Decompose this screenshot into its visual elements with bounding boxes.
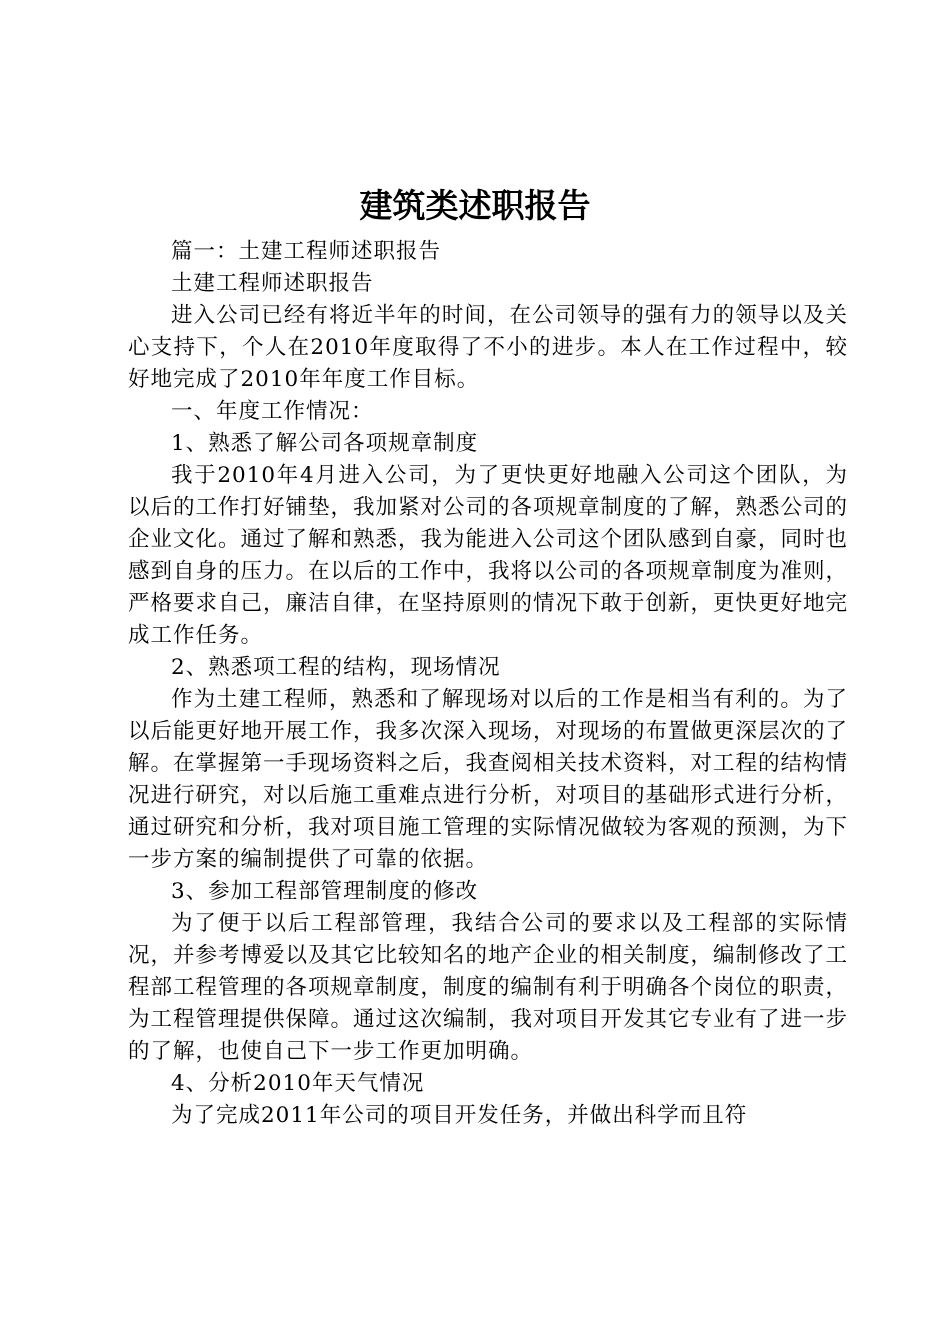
subsection-heading: 4、分析2010年天气情况 bbox=[171, 1071, 425, 1096]
section-heading: 一、年度工作情况： bbox=[171, 399, 374, 424]
document-title: 建筑类述职报告 bbox=[359, 186, 591, 225]
subsection-heading: 1、熟悉了解公司各项规章制度 bbox=[171, 431, 479, 456]
paragraph: 为了完成2011年公司的项目开发任务，并做出科学而且符 bbox=[171, 1103, 748, 1128]
paragraph: 为了便于以后工程部管理，我结合公司的要求以及工程部的实际情况，并参考博爱以及其它比较知名的地产企业的相关制度，编制修改了工程部工程管理的各项规章制度，制度的编制有利于明确各个岗位的职责，为工程管理提供保障。通过这次编制，我对项目开发其它专业有了进一步的了解，也使自己下一步工作更加明确。 bbox=[128, 911, 849, 1064]
paragraph: 我于2010年4月进入公司，为了更快更好地融入公司这个团队，为以后的工作打好铺垫，我加紧对公司的各项规章制度的了解，熟悉公司的企业文化。通过了解和熟悉，我为能进入公司这个团队感到自豪，同时也感到自身的压力。在以后的工作中，我将以公司的各项规章制度为准则，严格要求自己，廉洁自律，在坚持原则的情况下敢于创新，更快更好地完成工作任务。 bbox=[128, 463, 849, 648]
paragraph: 土建工程师述职报告 bbox=[171, 271, 374, 296]
paragraph: 作为土建工程师，熟悉和了解现场对以后的工作是相当有利的。为了以后能更好地开展工作，我多次深入现场，对现场的布置做更深层次的了解。在掌握第一手现场资料之后，我查阅相关技术资料，对工程的结构情况进行研究，对以后施工重难点进行分析，对项目的基础形式进行分析，通过研究和分析，我对项目施工管理的实际情况做较为客观的预测，为下一步方案的编制提供了可靠的依据。 bbox=[128, 687, 849, 872]
subsection-heading: 2、熟悉项工程的结构，现场情况 bbox=[171, 655, 501, 680]
document-body bbox=[128, 236, 848, 1132]
subsection-heading: 3、参加工程部管理制度的修改 bbox=[171, 879, 479, 904]
paragraph: 进入公司已经有将近半年的时间，在公司领导的强有力的领导以及关心支持下，个人在2010年度取得了不小的进步。本人在工作过程中，较好地完成了2010年年度工作目标。 bbox=[128, 303, 848, 392]
paragraph: 篇一：土建工程师述职报告 bbox=[171, 239, 442, 264]
